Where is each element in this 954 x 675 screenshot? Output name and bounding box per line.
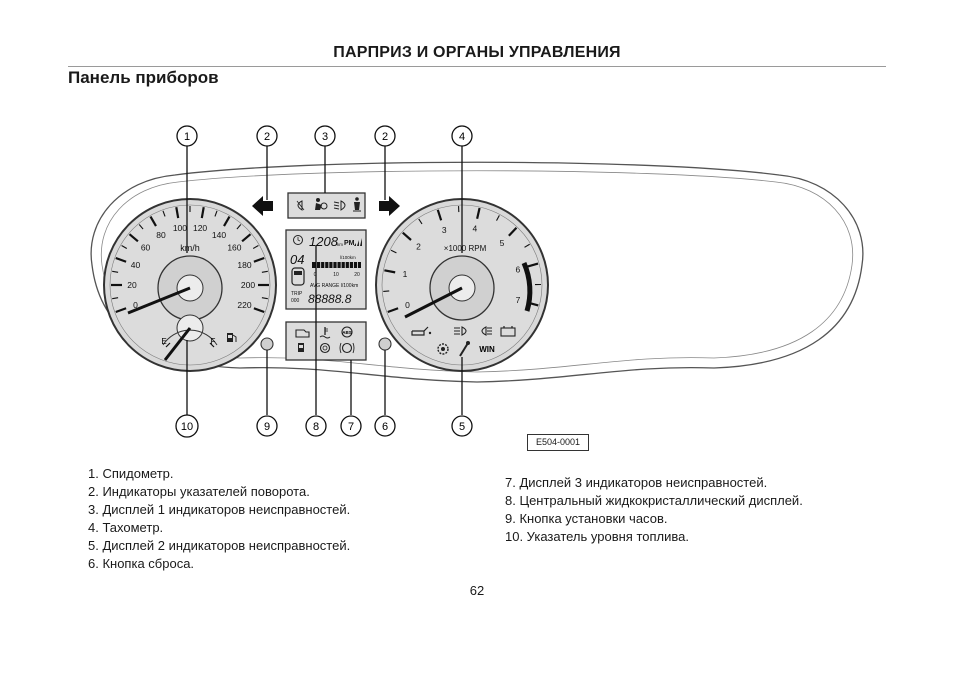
win-label: WIN [479, 345, 495, 354]
lcd-trip-digits: 88888.8 [308, 292, 352, 306]
speed-label-160: 160 [227, 242, 242, 253]
svg-text:8: 8 [312, 421, 320, 433]
fuel-empty-label: E [161, 337, 167, 346]
legend-left [88, 465, 350, 573]
svg-text:7: 7 [347, 421, 355, 433]
callout-3 [315, 126, 335, 146]
page-number: 62 [469, 583, 485, 598]
legend-item: 6. Кнопка сброса. [88, 556, 195, 571]
lcd-bar-gap [320, 262, 321, 268]
speed-label-0: 0 [133, 299, 138, 310]
svg-text:2: 2 [263, 131, 271, 143]
speed-label-100: 100 [172, 222, 188, 233]
callout-9 [257, 416, 277, 436]
rpm-label-4: 4 [472, 223, 478, 234]
fuel-warning-icon [298, 343, 304, 352]
svg-text:ABS: ABS [342, 330, 352, 335]
legend-item: 10. Указатель уровня топлива. [505, 529, 689, 544]
callout-8 [306, 416, 326, 436]
callout-2-left [257, 126, 277, 146]
svg-text:2: 2 [381, 131, 389, 143]
legend-item: 3. Дисплей 1 индикаторов неисправностей. [88, 502, 351, 517]
clock-set-button[interactable] [261, 338, 273, 350]
figure-code: E504-0001 [527, 434, 589, 451]
lcd-bar-gap [345, 262, 346, 268]
svg-text:1: 1 [183, 131, 191, 143]
svg-text:4: 4 [458, 131, 466, 143]
lcd-bar-gap [333, 262, 334, 268]
rpm-label-1: 1 [402, 269, 408, 280]
speed-label-140: 140 [211, 229, 227, 240]
lcd-trip-label: TRIP [291, 291, 303, 297]
lcd-bar-gap [349, 262, 350, 268]
lcd-gear: 04 [290, 252, 305, 267]
speed-label-20: 20 [127, 280, 137, 290]
callout-6 [375, 416, 395, 436]
legend-item: 8. Центральный жидкокристаллический дисплей. [505, 493, 803, 508]
reset-button[interactable] [379, 338, 391, 350]
lcd-bar-gap [337, 262, 338, 268]
callout-1 [177, 126, 197, 146]
central-lcd-display [286, 230, 366, 309]
callout-10 [176, 415, 198, 437]
rpm-label-0: 0 [405, 299, 410, 310]
speed-label-180: 180 [237, 260, 252, 271]
speedometer-unit: km/h [180, 243, 200, 253]
lcd-scale-10: 10 [333, 272, 339, 278]
legend-item: 7. Дисплей 3 индикаторов неисправностей. [505, 475, 768, 490]
legend-right [505, 474, 803, 546]
rpm-label-5: 5 [499, 237, 505, 248]
lcd-consumption-unit: l/100km [340, 255, 356, 260]
speed-label-40: 40 [130, 260, 141, 271]
speed-label-200: 200 [240, 280, 256, 290]
svg-text:3: 3 [321, 131, 329, 143]
rpm-label-6: 6 [515, 264, 521, 275]
lcd-scale-20: 20 [354, 272, 360, 278]
lcd-bar-gap [328, 262, 329, 268]
fuel-full-label: F [210, 337, 216, 346]
speedometer [104, 199, 276, 371]
right-turn-indicator-icon [379, 196, 400, 216]
speed-label-120: 120 [192, 222, 208, 233]
callout-5 [452, 416, 472, 436]
lcd-odometer: 1208 [309, 234, 338, 249]
speed-label-80: 80 [156, 229, 166, 240]
lcd-bar-gap [324, 262, 325, 268]
lcd-bar-gap [341, 262, 342, 268]
svg-text:6: 6 [381, 421, 389, 433]
rpm-label-7: 7 [515, 295, 521, 306]
lcd-odometer-unit: km [337, 242, 343, 247]
legend-item: 4. Тахометр. [88, 520, 164, 535]
svg-text:5: 5 [458, 421, 466, 433]
rpm-label-2: 2 [416, 241, 421, 252]
legend-item: 1. Спидометр. [88, 466, 174, 481]
callout-7 [341, 416, 361, 436]
callout-2-right [375, 126, 395, 146]
rpm-label-3: 3 [441, 224, 447, 235]
lcd-bar-gap [353, 262, 354, 268]
svg-text:10: 10 [180, 421, 194, 433]
tachometer-unit: ×1000 RPM [443, 244, 487, 253]
legend-item: 5. Дисплей 2 индикаторов неисправностей. [88, 538, 351, 553]
lcd-pm-label: PM [344, 240, 355, 247]
left-turn-indicator-icon [252, 196, 273, 216]
speed-label-220: 220 [237, 299, 252, 310]
callout-4 [452, 126, 472, 146]
speed-label-60: 60 [140, 242, 151, 253]
warning-display-1 [288, 193, 365, 218]
lcd-trip-sub: 000 [291, 298, 300, 304]
lcd-bar-gap [357, 262, 358, 268]
lcd-scale-0: 0 [313, 272, 317, 278]
warning-display-3 [286, 322, 366, 360]
page-subtitle: Панель приборов [68, 68, 219, 87]
svg-text:9: 9 [263, 421, 271, 433]
lcd-avg-range: AVG RANGE l/100km [310, 283, 359, 289]
section-header: ПАРПРИЗ И ОРГАНЫ УПРАВЛЕНИЯ [333, 44, 621, 61]
legend-item: 9. Кнопка установки часов. [505, 511, 668, 526]
legend-item: 2. Индикаторы указателей поворота. [88, 484, 310, 499]
